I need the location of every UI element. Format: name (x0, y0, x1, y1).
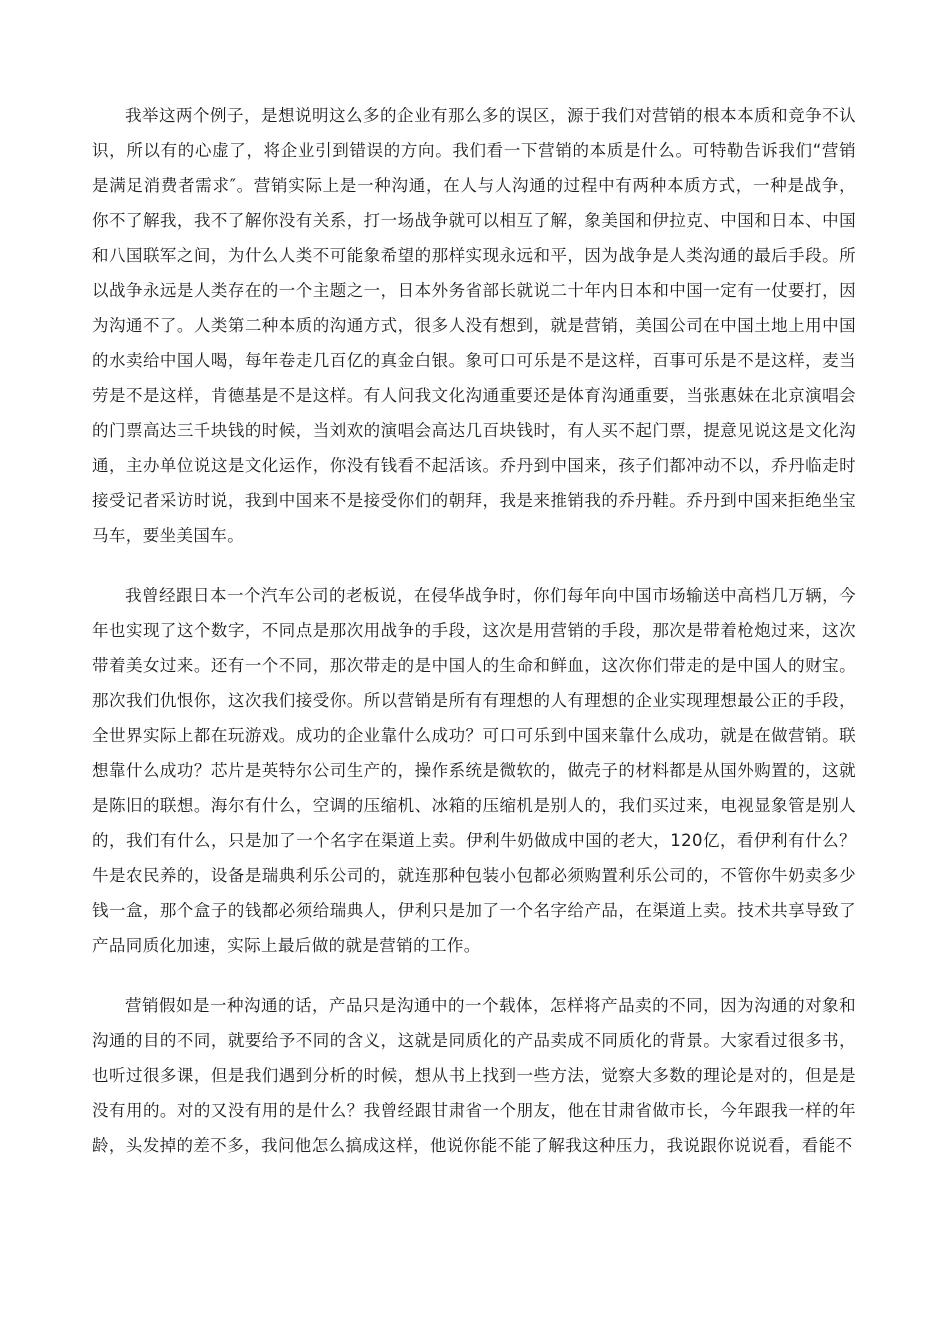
paragraph: 营销假如是一种沟通的话，产品只是沟通中的一个载体，怎样将产品卖的不同，因为沟通的对象和沟通的目的不同，就要给予不同的含义，这就是同质化的产品卖成不同质化的背景。大家看过很多书，也听过很多课，但是我们遇到分析的时候，想从书上找到一些方法，觉察大多数的理论是对的，但是是没有用的。对的又没有用的是什么？我曾经跟甘肃省一个朋友，他在甘肃省做市长，今年跟我一样的年龄，头发掉的差不多，我问他怎么搞成这样，他说你能不能了解我这种压力，我说跟你说说看，看能不 (92, 996, 856, 1155)
document-page (92, 98, 856, 1163)
paragraph: 我举这两个例子，是想说明这么多的企业有那么多的误区，源于我们对营销的根本本质和竞争不认识，所以有的心虚了，将企业引到错误的方向。我们看一下营销的本质是什么。可特勒告诉我们“营销是满足消费者需求″。营销实际上是一种沟通，在人与人沟通的过程中有两种本质方式，一种是战争，你不了解我，我不了解你没有关系，打一场战争就可以相互了解，象美国和伊拉克、中国和日本、中国和八国联军之间，为什么人类不可能象希望的那样实现永远和平，因为战争是人类沟通的最后手段。所以战争永远是人类存在的一个主题之一，日本外务省部长就说二十年内日本和中国一定有一仗要打，因为沟通不了。人类第二种本质的沟通方式，很多人没有想到，就是营销，美国公司在中国土地上用中国的水卖给中国人喝，每年卷走几百亿的真金白银。象可口可乐是不是这样，百事可乐是不是这样，麦当劳是不是这样，肯德基是不是这样。有人问我文化沟通重要还是体育沟通重要，当张惠妹在北京演唱会的门票高达三千块钱的时候，当刘欢的演唱会高达几百块钱时，有人买不起门票，提意见说这是文化沟通，主办单位说这是文化运作，你没有钱看不起活该。乔丹到中国来，孩子们都冲动不以，乔丹临走时接受记者采访时说，我到中国来不是接受你们的朝拜，我是来推销我的乔丹鞋。乔丹到中国来拒绝坐宝马车，要坐美国车。 (92, 106, 856, 545)
paragraph: 我曾经跟日本一个汽车公司的老板说，在侵华战争时，你们每年向中国市场输送中高档几万辆，今年也实现了这个数字，不同点是那次用战争的手段，这次是用营销的手段，那次是带着枪炮过来，这次带着美女过来。还有一个不同，那次带走的是中国人的生命和鲜血，这次你们带走的是中国人的财宝。那次我们仇恨你，这次我们接受你。所以营销是所有有理想的人有理想的企业实现理想最公正的手段，全世界实际上都在玩游戏。成功的企业靠什么成功？可口可乐到中国来靠什么成功，就是在做营销。联想靠什么成功？芯片是英特尔公司生产的，操作系统是微软的，做壳子的材料都是从国外购置的，这就是陈旧的联想。海尔有什么，空调的压缩机、冰箱的压缩机是别人的，我们买过来，电视显象管是别人的，我们有什么，只是加了一个名字在渠道上卖。伊利牛奶做成中国的老大，120亿，看伊利有什么？牛是农民养的，设备是瑞典利乐公司的，就连那种包装小包都必须购置利乐公司的，不管你牛奶卖多少钱一盒，那个盒子的钱都必须给瑞典人，伊利只是加了一个名字给产品，在渠道上卖。技术共享导致了产品同质化加速，实际上最后做的就是营销的工作。 (92, 586, 856, 955)
